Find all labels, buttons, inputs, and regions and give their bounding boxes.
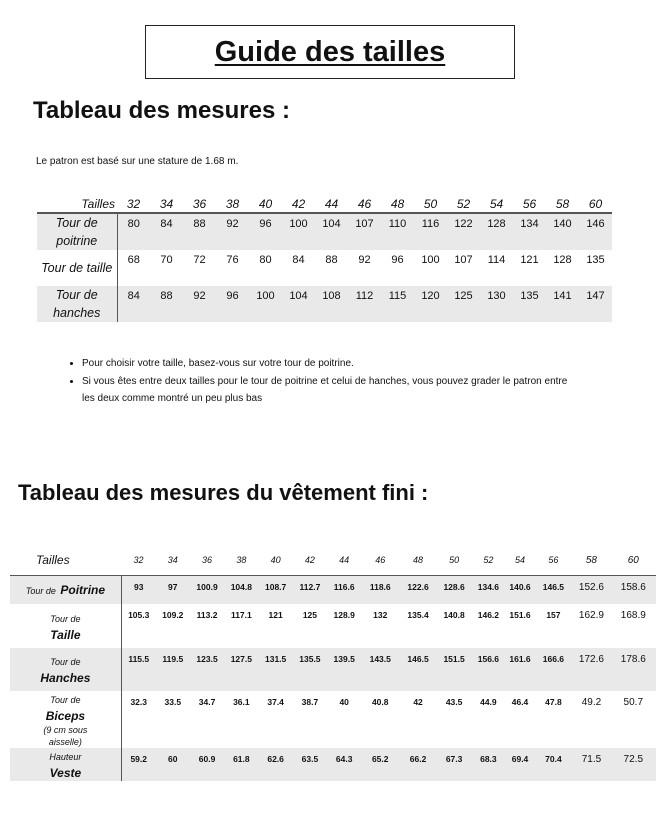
- table-cell: 125: [447, 286, 480, 322]
- table-cell: 105.3: [128, 610, 150, 620]
- table-cell: 122: [447, 213, 480, 250]
- table-cell: 93: [121, 576, 155, 605]
- table-cell: 72: [193, 254, 206, 266]
- table-cell: 127.5: [224, 648, 258, 691]
- finished-garment-table: [10, 545, 656, 781]
- table-cell: 108: [315, 286, 348, 322]
- table-row: [37, 250, 612, 286]
- table-cell: 60.9: [190, 748, 224, 781]
- table-cell: 34.7: [198, 697, 216, 707]
- size-header: 54: [506, 545, 535, 576]
- table-cell: 71.5: [572, 748, 610, 781]
- table-cell: 115.5: [121, 648, 155, 691]
- row-label-prefix: Tour de: [50, 695, 81, 705]
- table-cell: 135.5: [293, 648, 327, 691]
- table-cell: 178.6: [611, 648, 656, 691]
- table-cell: 128.6: [437, 576, 471, 605]
- table-cell: 40.8: [371, 697, 389, 707]
- table-cell: 68: [127, 254, 140, 266]
- title-box: [145, 25, 515, 79]
- table-cell: 76: [226, 254, 239, 266]
- table-cell: 162.9: [578, 610, 604, 621]
- table-cell: 125: [302, 610, 317, 620]
- size-header: 40: [258, 545, 292, 576]
- table-cell: 49.2: [581, 697, 602, 708]
- size-header: 32: [121, 545, 155, 576]
- table-cell: 140.6: [506, 576, 535, 605]
- table-cell: 88: [150, 286, 183, 322]
- table-cell: 67.3: [437, 748, 471, 781]
- size-header: 50: [414, 195, 447, 213]
- table-cell: 146.5: [535, 576, 573, 605]
- size-header: 34: [150, 195, 183, 213]
- table-cell: 140.8: [443, 610, 465, 620]
- table-cell: 128.9: [333, 610, 355, 620]
- size-header: 52: [447, 195, 480, 213]
- size-header: 32: [117, 195, 150, 213]
- table-cell: 139.5: [327, 648, 361, 691]
- table-cell: 61.8: [224, 748, 258, 781]
- table-cell: 132: [373, 610, 388, 620]
- table-cell: 120: [414, 286, 447, 322]
- row-label: [10, 604, 121, 648]
- table-cell: 65.2: [361, 748, 399, 781]
- row-label-prefix: Tour de: [50, 657, 81, 667]
- table-cell: 135.4: [407, 610, 429, 620]
- size-header: 48: [381, 195, 414, 213]
- table-cell: 131.5: [258, 648, 292, 691]
- row-label: Tour de taille: [37, 250, 117, 286]
- row-label-name: Biceps: [45, 709, 86, 723]
- row-label: Tour de poitrine: [37, 213, 117, 250]
- size-header: 40: [249, 195, 282, 213]
- table-cell: 100: [282, 213, 315, 250]
- table-cell: 47.8: [545, 697, 562, 707]
- size-header: 34: [156, 545, 190, 576]
- table-cell: 97: [156, 576, 190, 605]
- table-cell: 143.5: [361, 648, 399, 691]
- table-cell: 114: [487, 254, 506, 266]
- table-cell: 60: [156, 748, 190, 781]
- table-cell: 104: [315, 213, 348, 250]
- tips-list: [60, 355, 582, 408]
- table-cell: 92: [216, 213, 249, 250]
- table-cell: 59.2: [121, 748, 155, 781]
- table-row: [37, 213, 612, 250]
- table-cell: 84: [292, 254, 305, 266]
- table-cell: 96: [391, 254, 404, 266]
- table-cell: 38.7: [301, 697, 319, 707]
- table-cell: 119.5: [156, 648, 190, 691]
- table-cell: 166.6: [535, 648, 573, 691]
- table-cell: 116.6: [327, 576, 361, 605]
- size-header-row: [37, 195, 612, 213]
- table-cell: 80: [259, 254, 272, 266]
- row-label: [10, 691, 121, 748]
- table-cell: 118.6: [361, 576, 399, 605]
- table-cell: 110: [381, 213, 414, 250]
- row-label: [10, 748, 121, 781]
- table-cell: 107: [348, 213, 381, 250]
- table-row: [10, 576, 656, 605]
- size-header: 60: [611, 545, 656, 576]
- table-cell: 80: [117, 213, 150, 250]
- table-cell: 42: [413, 697, 423, 707]
- table-cell: 130: [480, 286, 513, 322]
- table-cell: 72.5: [611, 748, 656, 781]
- table-cell: 146: [579, 213, 612, 250]
- table-row: [10, 648, 656, 691]
- table-cell: 112.7: [293, 576, 327, 605]
- table-cell: 128: [553, 254, 572, 266]
- table-cell: 122.6: [399, 576, 437, 605]
- table-cell: 70: [160, 254, 173, 266]
- table-cell: 107: [454, 254, 473, 266]
- size-header: 36: [183, 195, 216, 213]
- size-header: 44: [315, 195, 348, 213]
- size-header: 42: [282, 195, 315, 213]
- table-cell: 69.4: [506, 748, 535, 781]
- size-header: 48: [399, 545, 437, 576]
- table-cell: 44.9: [480, 697, 497, 707]
- table-cell: 100: [249, 286, 282, 322]
- table-cell: 134: [513, 213, 546, 250]
- table-cell: 123.5: [190, 648, 224, 691]
- table-cell: 141: [546, 286, 579, 322]
- table-cell: 158.6: [611, 576, 656, 605]
- table-cell: 63.5: [293, 748, 327, 781]
- size-header: 46: [348, 195, 381, 213]
- table-cell: 121: [520, 254, 539, 266]
- table-cell: 88: [183, 213, 216, 250]
- table-cell: 70.4: [535, 748, 573, 781]
- table-cell: 33.5: [164, 697, 182, 707]
- table-cell: 68.3: [471, 748, 505, 781]
- table-cell: 113.2: [196, 610, 218, 620]
- table-cell: 157: [546, 610, 561, 620]
- size-header: 38: [216, 195, 249, 213]
- table-cell: 92: [358, 254, 371, 266]
- list-item: • Si vous êtes entre deux tailles pour le tour de poitrine et celui de hanches, vous pouvez grader le patron entre les deux comme montré un peu plus bas: [82, 373, 582, 407]
- row-label-note: (9 cm sous aisselle): [43, 725, 88, 747]
- table-cell: 146.2: [477, 610, 500, 620]
- size-header-row: [10, 545, 656, 576]
- table-row: [37, 286, 612, 322]
- table-row: [10, 748, 656, 781]
- row-label-prefix: Tour de: [50, 613, 81, 624]
- table-cell: 112: [348, 286, 381, 322]
- stature-note: Le patron est basé sur une stature de 1.68 m.: [36, 156, 239, 167]
- table-cell: 156.6: [471, 648, 505, 691]
- table-cell: 62.6: [258, 748, 292, 781]
- table-cell: 115: [381, 286, 414, 322]
- table-cell: 116: [414, 213, 447, 250]
- size-header: 42: [293, 545, 327, 576]
- table-cell: 168.9: [620, 610, 646, 621]
- section2-heading: Tableau des mesures du vêtement fini :: [18, 480, 429, 505]
- size-header: 58: [572, 545, 610, 576]
- size-header: 56: [513, 195, 546, 213]
- table-cell: 151.5: [437, 648, 471, 691]
- row-label: Tour de hanches: [37, 286, 117, 322]
- table-cell: 121: [268, 610, 283, 620]
- table-cell: 152.6: [572, 576, 610, 605]
- table-cell: 46.4: [511, 697, 529, 707]
- row-label-prefix: Hauteur: [49, 752, 82, 762]
- table-cell: 50.7: [623, 697, 644, 708]
- table-cell: 32.3: [130, 697, 147, 707]
- table-cell: 104.8: [224, 576, 258, 605]
- row-label-name: Hanches: [40, 671, 91, 685]
- table-cell: 64.3: [327, 748, 361, 781]
- sizes-corner-label: Tailles: [10, 545, 121, 576]
- table-cell: 37.4: [267, 697, 284, 707]
- row-label-name: Taille: [50, 627, 81, 642]
- table-cell: 134.6: [471, 576, 505, 605]
- row-label-name: Veste: [49, 766, 82, 780]
- table-cell: 36.1: [233, 697, 250, 707]
- table-cell: 43.5: [445, 697, 463, 707]
- table-cell: 117.1: [230, 610, 252, 620]
- table-cell: 88: [325, 254, 338, 266]
- size-header: 58: [546, 195, 579, 213]
- table-cell: 104: [282, 286, 315, 322]
- table-cell: 40: [339, 697, 349, 707]
- table-cell: 151.6: [509, 610, 531, 620]
- table-cell: 96: [249, 213, 282, 250]
- size-header: 44: [327, 545, 361, 576]
- size-header: 54: [480, 195, 513, 213]
- table-cell: 108.7: [258, 576, 292, 605]
- sizes-corner-label: Tailles: [37, 195, 117, 213]
- table-cell: 96: [216, 286, 249, 322]
- table-cell: 147: [579, 286, 612, 322]
- table-cell: 84: [117, 286, 150, 322]
- page-title: Guide des tailles: [214, 35, 446, 68]
- table-cell: 100.9: [190, 576, 224, 605]
- table-cell: 135: [513, 286, 546, 322]
- size-header: 36: [190, 545, 224, 576]
- row-label: [10, 648, 121, 691]
- size-header: 50: [437, 545, 471, 576]
- table-cell: 84: [150, 213, 183, 250]
- table-cell: 172.6: [572, 648, 610, 691]
- table-cell: 100: [421, 254, 440, 266]
- table-cell: 66.2: [399, 748, 437, 781]
- table-cell: 146.5: [399, 648, 437, 691]
- table-cell: 135: [586, 254, 605, 266]
- list-item: • Pour choisir votre taille, basez-vous sur votre tour de poitrine.: [82, 355, 582, 372]
- measurements-table: [37, 195, 612, 322]
- size-header: 38: [224, 545, 258, 576]
- size-header: 46: [361, 545, 399, 576]
- row-label: [10, 576, 121, 605]
- table-cell: 140: [546, 213, 579, 250]
- size-header: 60: [579, 195, 612, 213]
- table-cell: 161.6: [506, 648, 535, 691]
- table-cell: 92: [183, 286, 216, 322]
- section1-heading: Tableau des mesures :: [33, 97, 290, 124]
- table-cell: 109.2: [162, 610, 184, 620]
- row-label-name: Poitrine: [60, 582, 106, 597]
- row-label-prefix: Tour de: [25, 585, 56, 596]
- size-header: 56: [535, 545, 573, 576]
- size-header: 52: [471, 545, 505, 576]
- table-row: [10, 604, 656, 648]
- table-row: [10, 691, 656, 748]
- table-cell: 128: [480, 213, 513, 250]
